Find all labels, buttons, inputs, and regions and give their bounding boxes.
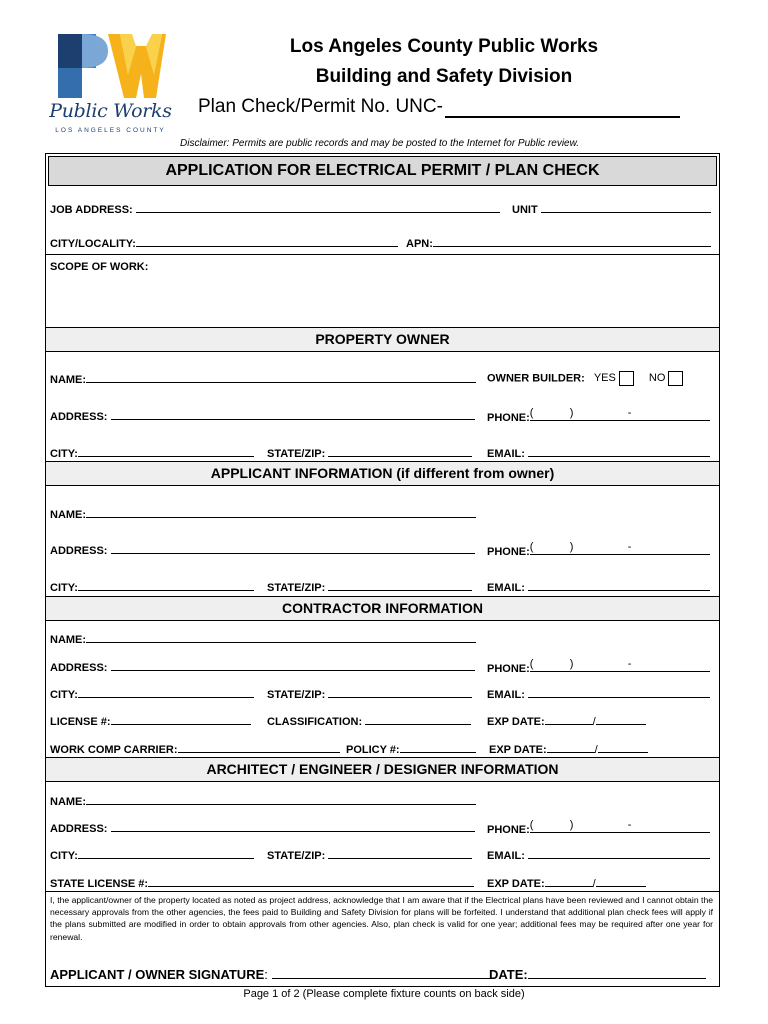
permit-number-field[interactable]: [445, 98, 680, 118]
divider: [46, 254, 719, 255]
applicant-state-zip-field[interactable]: STATE/ZIP:: [267, 579, 472, 595]
scope-of-work-area[interactable]: [50, 276, 715, 324]
signature-field[interactable]: APPLICANT / OWNER SIGNATURE:: [50, 965, 490, 982]
work-comp-carrier-field[interactable]: WORK COMP CARRIER:: [50, 741, 340, 757]
owner-phone-field[interactable]: PHONE: ( ) -: [487, 408, 710, 425]
contractor-license-field[interactable]: LICENSE #:: [50, 713, 251, 729]
applicant-phone-field[interactable]: PHONE: ( ) -: [487, 542, 710, 559]
logo-county-text: LOS ANGELES COUNTY: [55, 127, 166, 134]
division-title: Building and Safety Division: [315, 66, 573, 87]
permit-number-line: [198, 96, 680, 118]
owner-email-field[interactable]: EMAIL:: [487, 445, 710, 461]
contractor-phone-field[interactable]: PHONE: ( ) -: [487, 659, 710, 676]
owner-name-field[interactable]: NAME:: [50, 371, 476, 387]
owner-city-field[interactable]: CITY:: [50, 445, 254, 461]
scope-of-work-label: SCOPE OF WORK:: [50, 261, 149, 273]
job-address-field[interactable]: JOB ADDRESS:: [50, 201, 500, 217]
applicant-address-field[interactable]: ADDRESS:: [50, 542, 475, 558]
applicant-name-field[interactable]: NAME:: [50, 506, 476, 522]
architect-state-zip-field[interactable]: STATE/ZIP:: [267, 847, 472, 863]
applicant-info-heading: APPLICANT INFORMATION (if different from owner): [46, 461, 719, 486]
applicant-email-field[interactable]: EMAIL:: [487, 579, 710, 595]
architect-info-heading: ARCHITECT / ENGINEER / DESIGNER INFORMATION: [46, 757, 719, 782]
agency-title: Los Angeles County Public Works: [289, 36, 599, 57]
architect-phone-field[interactable]: PHONE: ( ) -: [487, 820, 710, 837]
page-footer: Page 1 of 2 (Please complete fixture counts on back side): [243, 988, 525, 1000]
acknowledgement-text: I, the applicant/owner of the property located as noted as project address, acknowledge that I am aware that if the Electrical plans have been reviewed and I cannot obtain the necessary approvals from the other agencies, the fees paid to Building and Safety Division for plans will be forfeited. I understand that additional plan check fees will apply if the plans submitted are modified in order to obtain approvals from other agencies. Also, plan check is valid for one year; additional fees may be required after one year for renewal.: [50, 895, 713, 942]
applicant-city-field[interactable]: CITY:: [50, 579, 254, 595]
architect-state-license-field[interactable]: STATE LICENSE #:: [50, 875, 474, 891]
contractor-name-field[interactable]: NAME:: [50, 631, 476, 647]
public-works-logo: [48, 30, 173, 140]
pw-logo-mark-icon: [56, 34, 166, 98]
owner-state-zip-field[interactable]: STATE/ZIP:: [267, 445, 472, 461]
owner-builder-field: OWNER BUILDER: YES NO: [487, 371, 683, 386]
property-owner-heading: PROPERTY OWNER: [46, 327, 719, 352]
contractor-city-field[interactable]: CITY:: [50, 686, 254, 702]
architect-exp-date-field[interactable]: EXP DATE: /: [487, 875, 646, 891]
contractor-address-field[interactable]: ADDRESS:: [50, 659, 475, 675]
divider: [46, 891, 719, 892]
owner-address-field[interactable]: ADDRESS:: [50, 408, 475, 424]
policy-number-field[interactable]: POLICY #:: [346, 741, 476, 757]
contractor-state-zip-field[interactable]: STATE/ZIP:: [267, 686, 472, 702]
architect-city-field[interactable]: CITY:: [50, 847, 254, 863]
contractor-email-field[interactable]: EMAIL:: [487, 686, 710, 702]
permit-number-label: Plan Check/Permit No. UNC-: [198, 96, 443, 117]
contractor-exp-date-field[interactable]: EXP DATE: /: [487, 713, 646, 729]
owner-builder-yes-checkbox[interactable]: [619, 371, 634, 386]
architect-email-field[interactable]: EMAIL:: [487, 847, 710, 863]
unit-field[interactable]: UNIT: [512, 201, 711, 217]
architect-name-field[interactable]: NAME:: [50, 793, 476, 809]
signature-date-field[interactable]: DATE:: [489, 965, 706, 982]
architect-address-field[interactable]: ADDRESS:: [50, 820, 475, 836]
owner-builder-no-checkbox[interactable]: [668, 371, 683, 386]
city-locality-field[interactable]: CITY/LOCALITY:: [50, 235, 398, 251]
disclaimer: Disclaimer: Permits are public records and may be posted to the Internet for Public review.: [180, 138, 580, 149]
logo-script-text: Public Works: [49, 100, 172, 122]
apn-field[interactable]: APN:: [406, 235, 711, 251]
contractor-info-heading: CONTRACTOR INFORMATION: [46, 596, 719, 621]
work-comp-exp-date-field[interactable]: EXP DATE: /: [489, 741, 648, 757]
contractor-classification-field[interactable]: CLASSIFICATION:: [267, 713, 471, 729]
application-form: [45, 153, 720, 987]
form-title: APPLICATION FOR ELECTRICAL PERMIT / PLAN CHECK: [48, 156, 717, 186]
